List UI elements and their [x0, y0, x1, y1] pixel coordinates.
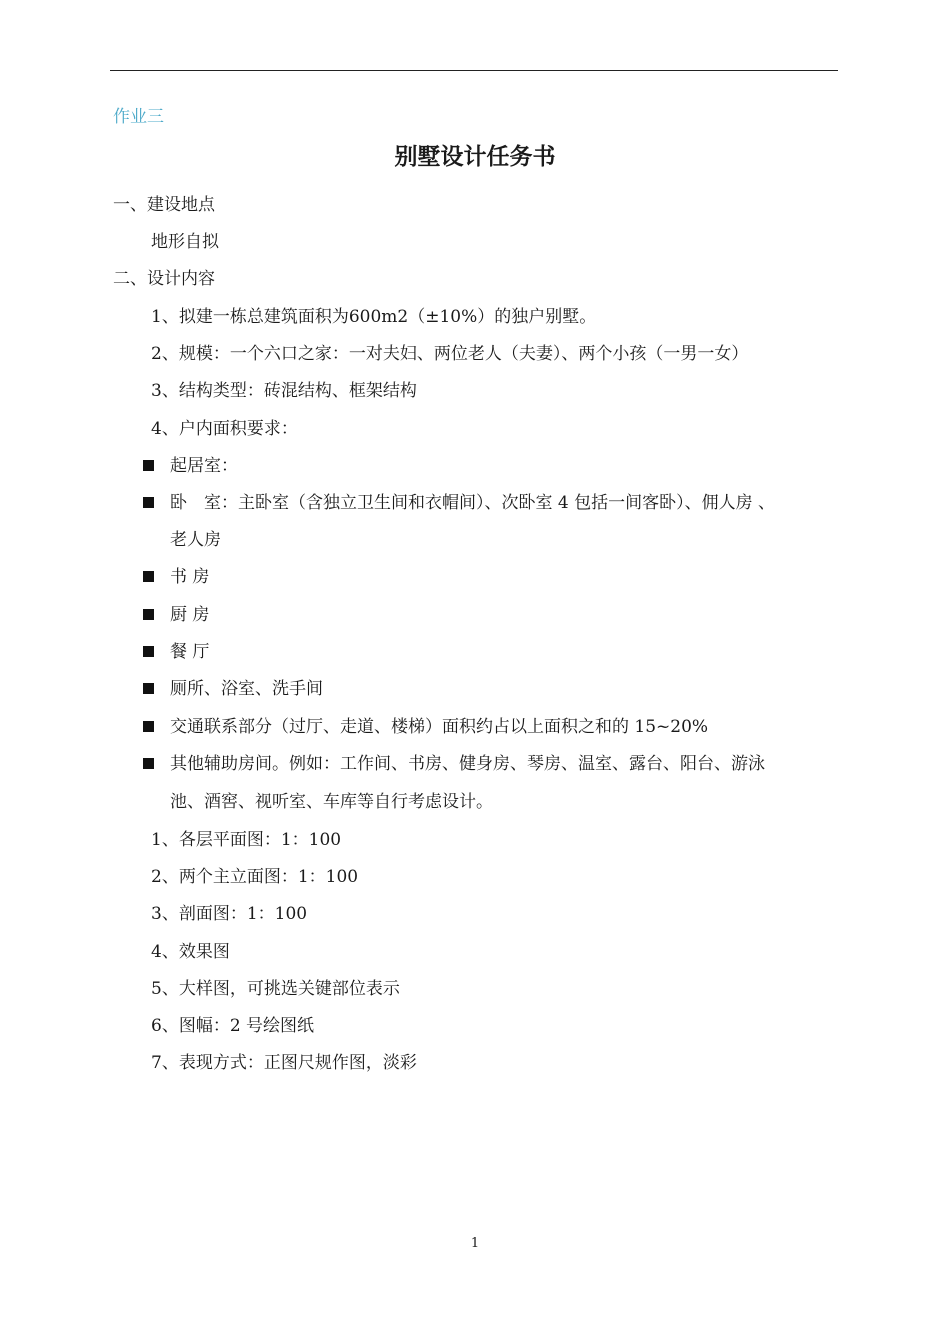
section-1-heading: 一、建设地点: [113, 195, 215, 215]
drawing-item-4: 4、效果图: [151, 942, 230, 962]
bullet-icon: [143, 497, 154, 508]
assignment-label: 作业三: [113, 107, 164, 127]
drawing-item-3: 3、剖面图：1：100: [151, 904, 308, 924]
room-item: 书 房: [170, 567, 210, 587]
bullet-icon: [143, 460, 154, 471]
design-item-3: 3、结构类型：砖混结构、框架结构: [151, 381, 417, 401]
bullet-icon: [143, 758, 154, 769]
room-item-continuation: 池、酒窖、视听室、车库等自行考虑设计。: [170, 792, 493, 812]
room-item: 餐 厅: [170, 642, 210, 662]
drawing-item-2: 2、两个主立面图：1：100: [151, 867, 359, 887]
document-title: 别墅设计任务书: [394, 144, 556, 170]
page-number: 1: [470, 1236, 480, 1251]
drawing-item-1: 1、各层平面图：1：100: [151, 830, 342, 850]
drawing-item-5: 5、大样图，可挑选关键部位表示: [151, 979, 400, 999]
bullet-icon: [143, 721, 154, 732]
room-item: 厨 房: [170, 605, 210, 625]
design-item-1: 1、拟建一栋总建筑面积为600m2（±10%）的独户别墅。: [151, 307, 597, 327]
drawing-item-7: 7、表现方式：正图尺规作图，淡彩: [151, 1053, 417, 1073]
bullet-icon: [143, 683, 154, 694]
room-item: 厕所、浴室、洗手间: [170, 679, 323, 699]
drawing-item-6: 6、图幅：2 号绘图纸: [151, 1016, 315, 1036]
room-item: 卧 室：主卧室（含独立卫生间和衣帽间）、次卧室 4 包括一间客卧）、佣人房 、: [170, 493, 776, 513]
bullet-icon: [143, 609, 154, 620]
bullet-icon: [143, 646, 154, 657]
room-item: 交通联系部分（过厅、走道、楼梯）面积约占以上面积之和的 15~20%: [170, 717, 709, 737]
header-rule: [110, 70, 838, 71]
section-2-heading: 二、设计内容: [113, 269, 215, 289]
section-1-body: 地形自拟: [151, 232, 219, 252]
design-item-2: 2、规模：一个六口之家：一对夫妇、两位老人（夫妻）、两个小孩（一男一女）: [151, 344, 749, 364]
room-item: 起居室：: [170, 456, 238, 476]
design-item-4: 4、户内面积要求：: [151, 419, 298, 439]
room-item-continuation: 老人房: [170, 530, 221, 550]
bullet-icon: [143, 571, 154, 582]
room-item: 其他辅助房间。例如：工作间、书房、健身房、琴房、温室、露台、阳台、游泳: [170, 754, 765, 774]
